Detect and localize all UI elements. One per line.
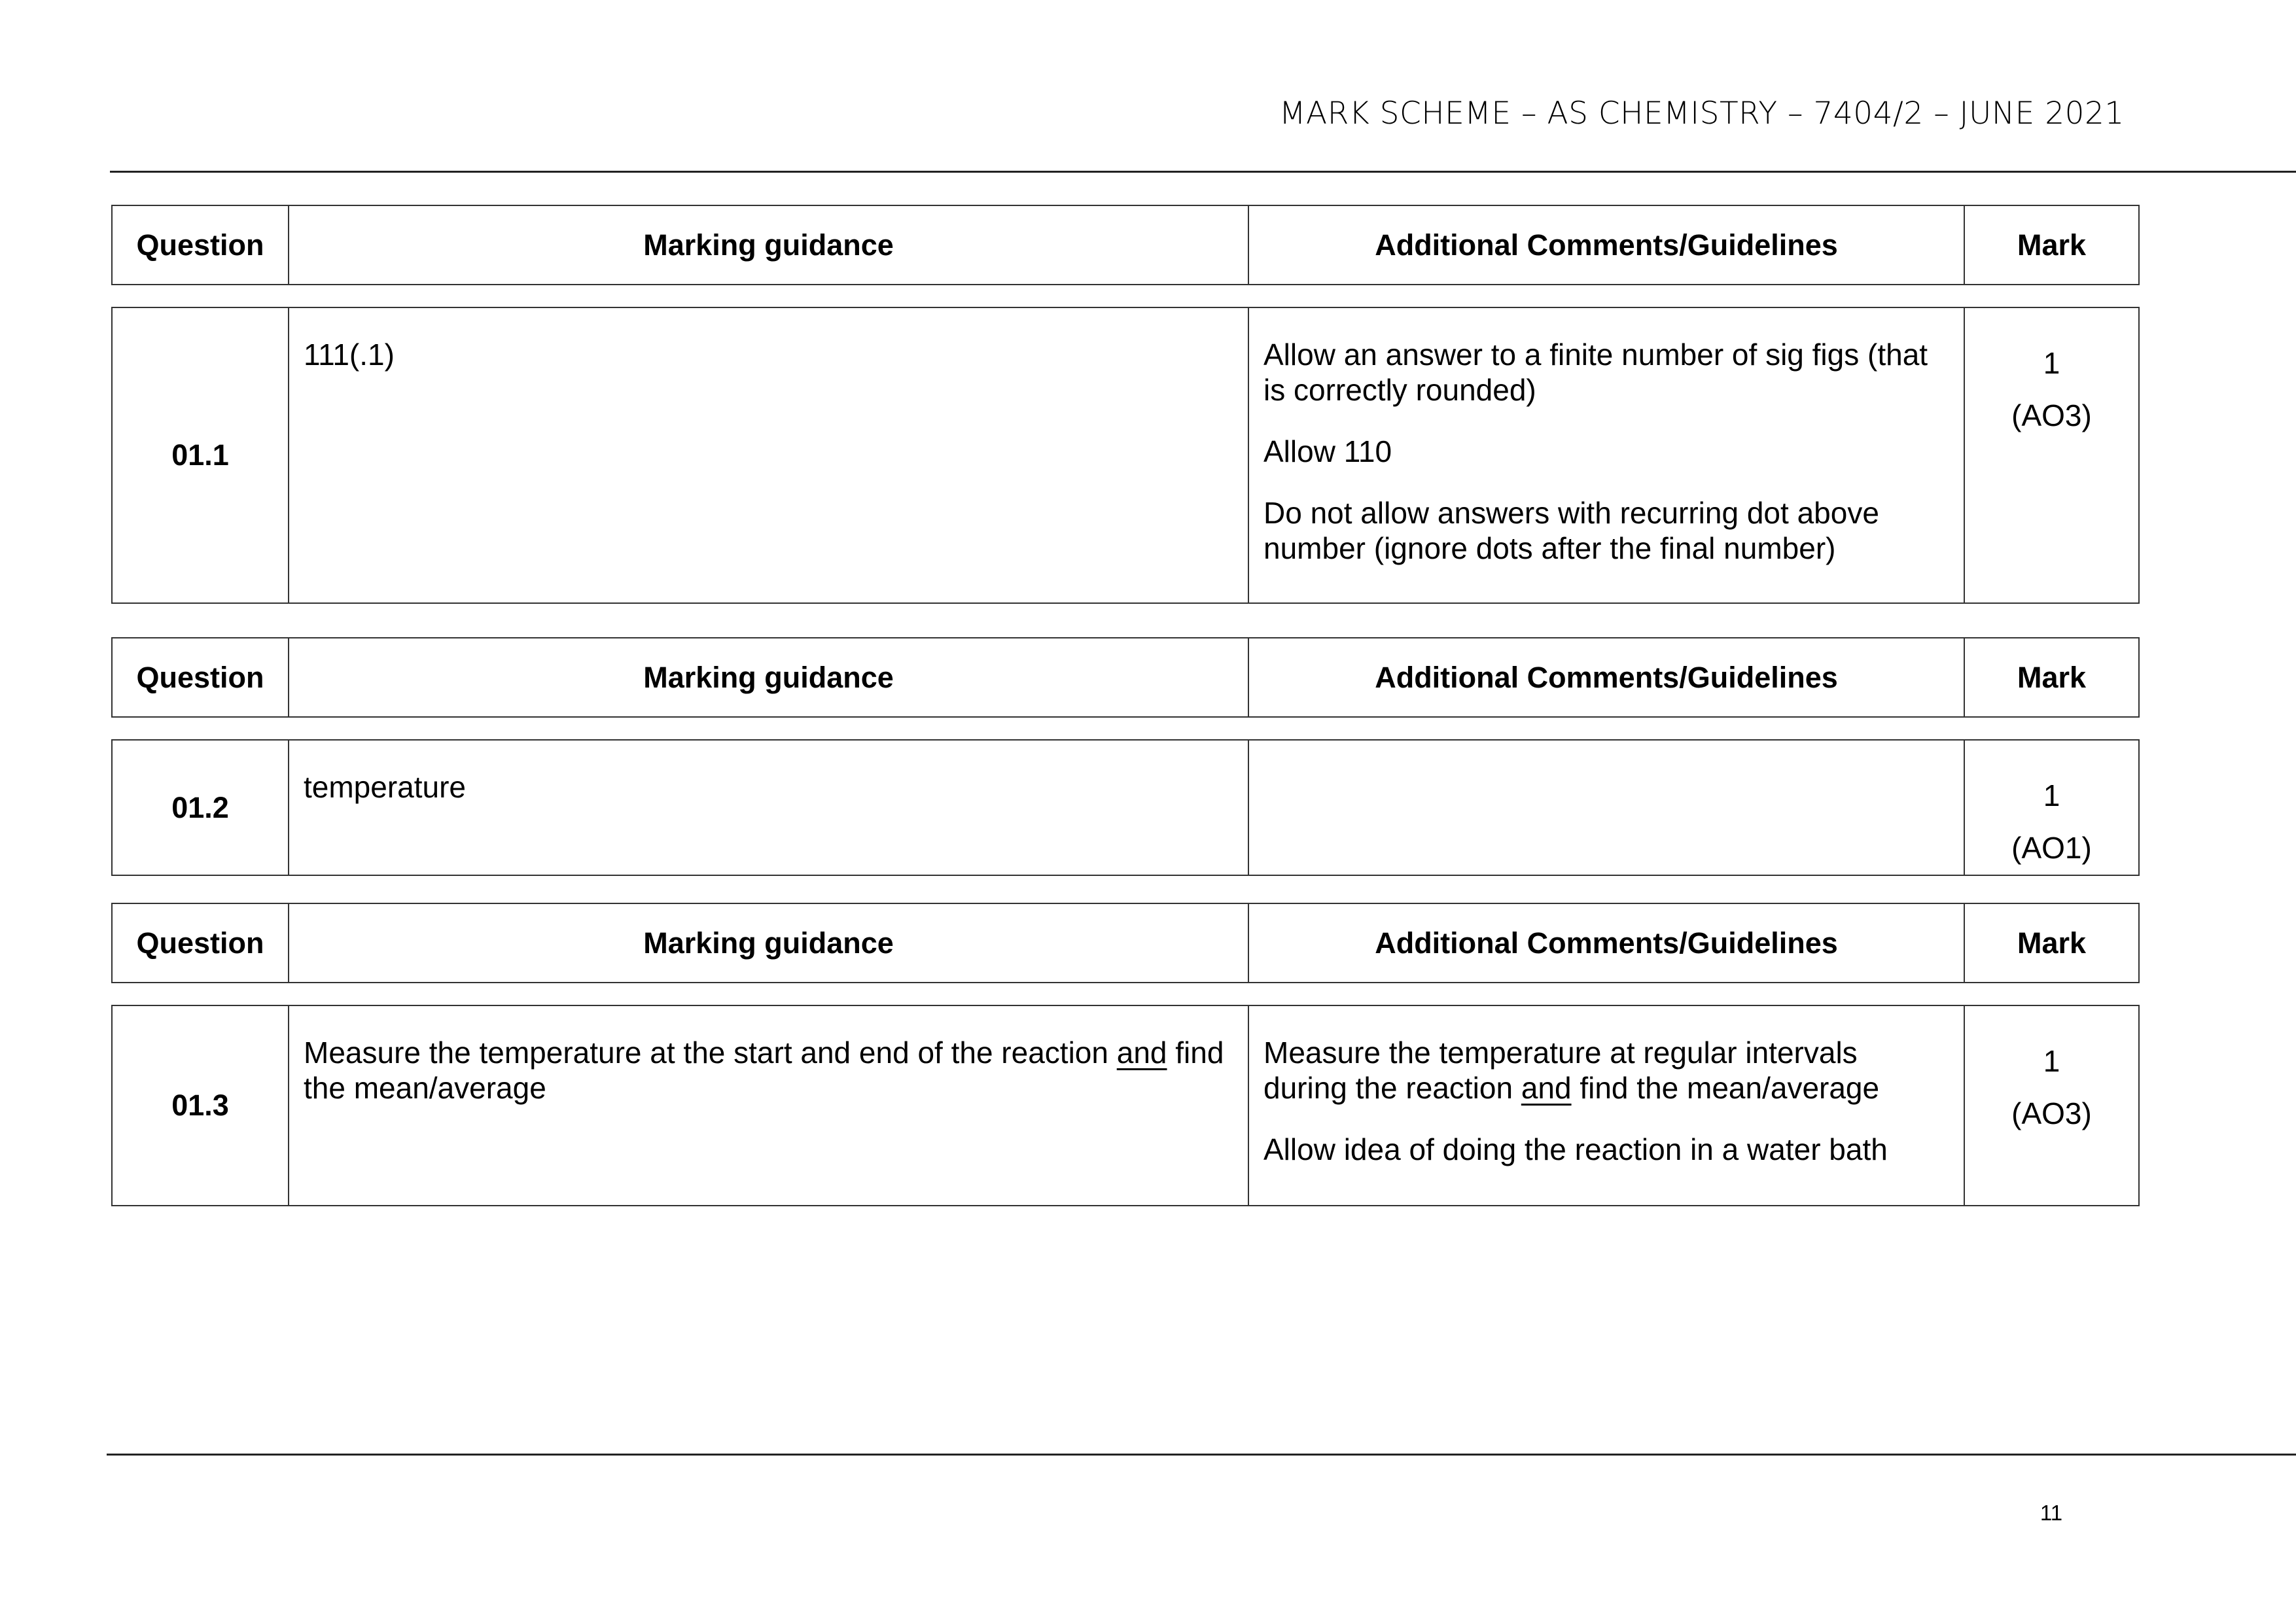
emphasis-and: and	[1521, 1071, 1572, 1105]
column-header-additional-comments: Additional Comments/Guidelines	[1248, 903, 1964, 983]
question-number: 01.1	[112, 307, 289, 603]
column-header-marking-guidance: Marking guidance	[289, 903, 1248, 983]
column-header-additional-comments: Additional Comments/Guidelines	[1248, 638, 1964, 717]
comment-text: Allow an answer to a finite number of sig figs (that is correctly rounded)	[1263, 338, 1928, 407]
table-row	[112, 307, 2139, 603]
column-header-question: Question	[112, 205, 289, 285]
comment-text	[1263, 1035, 1949, 1106]
mark-cell	[1964, 307, 2139, 603]
table-header-01-1	[111, 205, 2140, 285]
column-header-additional-comments: Additional Comments/Guidelines	[1248, 205, 1964, 285]
marking-guidance-cell	[289, 740, 1248, 875]
table-header-01-3	[111, 903, 2140, 983]
table-row	[112, 740, 2139, 875]
question-table-01-2	[111, 739, 2140, 876]
assessment-objective: (AO3)	[2011, 398, 2092, 432]
assessment-objective: (AO1)	[2011, 831, 2092, 865]
column-header-marking-guidance: Marking guidance	[289, 638, 1248, 717]
mark-value: 1	[2043, 778, 2060, 812]
mark-cell	[1964, 740, 2139, 875]
header-rule	[110, 171, 2296, 173]
additional-comments-cell	[1248, 1005, 1964, 1206]
footer-rule	[107, 1454, 2296, 1456]
emphasis-and: and	[1116, 1036, 1167, 1070]
mark-value: 1	[2043, 346, 2060, 380]
column-header-mark: Mark	[1964, 903, 2139, 983]
guidance-text	[304, 1035, 1233, 1106]
question-table-01-1	[111, 307, 2140, 604]
column-header-mark: Mark	[1964, 638, 2139, 717]
comment-text: Allow idea of doing the reaction in a water bath	[1263, 1132, 1888, 1166]
column-header-question: Question	[112, 638, 289, 717]
page-number: 11	[2040, 1501, 2063, 1525]
assessment-objective: (AO3)	[2011, 1096, 2092, 1130]
table-row	[112, 1005, 2139, 1206]
marking-guidance-cell	[289, 307, 1248, 603]
guidance-text-part: find the mean/average	[304, 1036, 1224, 1105]
question-table-01-3	[111, 1005, 2140, 1206]
comment-text-part: Measure the temperature at regular intervals during the reaction	[1263, 1036, 1858, 1105]
column-header-question: Question	[112, 903, 289, 983]
question-number: 01.3	[112, 1005, 289, 1206]
mark-value: 1	[2043, 1044, 2060, 1078]
column-header-mark: Mark	[1964, 205, 2139, 285]
marking-guidance-cell	[289, 1005, 1248, 1206]
guidance-text: 111(.1)	[304, 338, 395, 372]
comment-text-part: find the mean/average	[1571, 1071, 1880, 1105]
guidance-text: temperature	[304, 770, 467, 804]
table-header-01-2	[111, 637, 2140, 718]
question-number: 01.2	[112, 740, 289, 875]
additional-comments-cell	[1248, 740, 1964, 875]
comment-text: Allow 110	[1263, 434, 1392, 468]
running-header: MARK SCHEME – AS CHEMISTRY – 7404/2 – JUNE 2021	[1279, 96, 2125, 131]
guidance-text-part: Measure the temperature at the start and end of the reaction	[304, 1036, 1117, 1070]
column-header-marking-guidance: Marking guidance	[289, 205, 1248, 285]
additional-comments-cell	[1248, 307, 1964, 603]
comment-text: Do not allow answers with recurring dot above number (ignore dots after the final number)	[1263, 496, 1879, 565]
mark-cell	[1964, 1005, 2139, 1206]
